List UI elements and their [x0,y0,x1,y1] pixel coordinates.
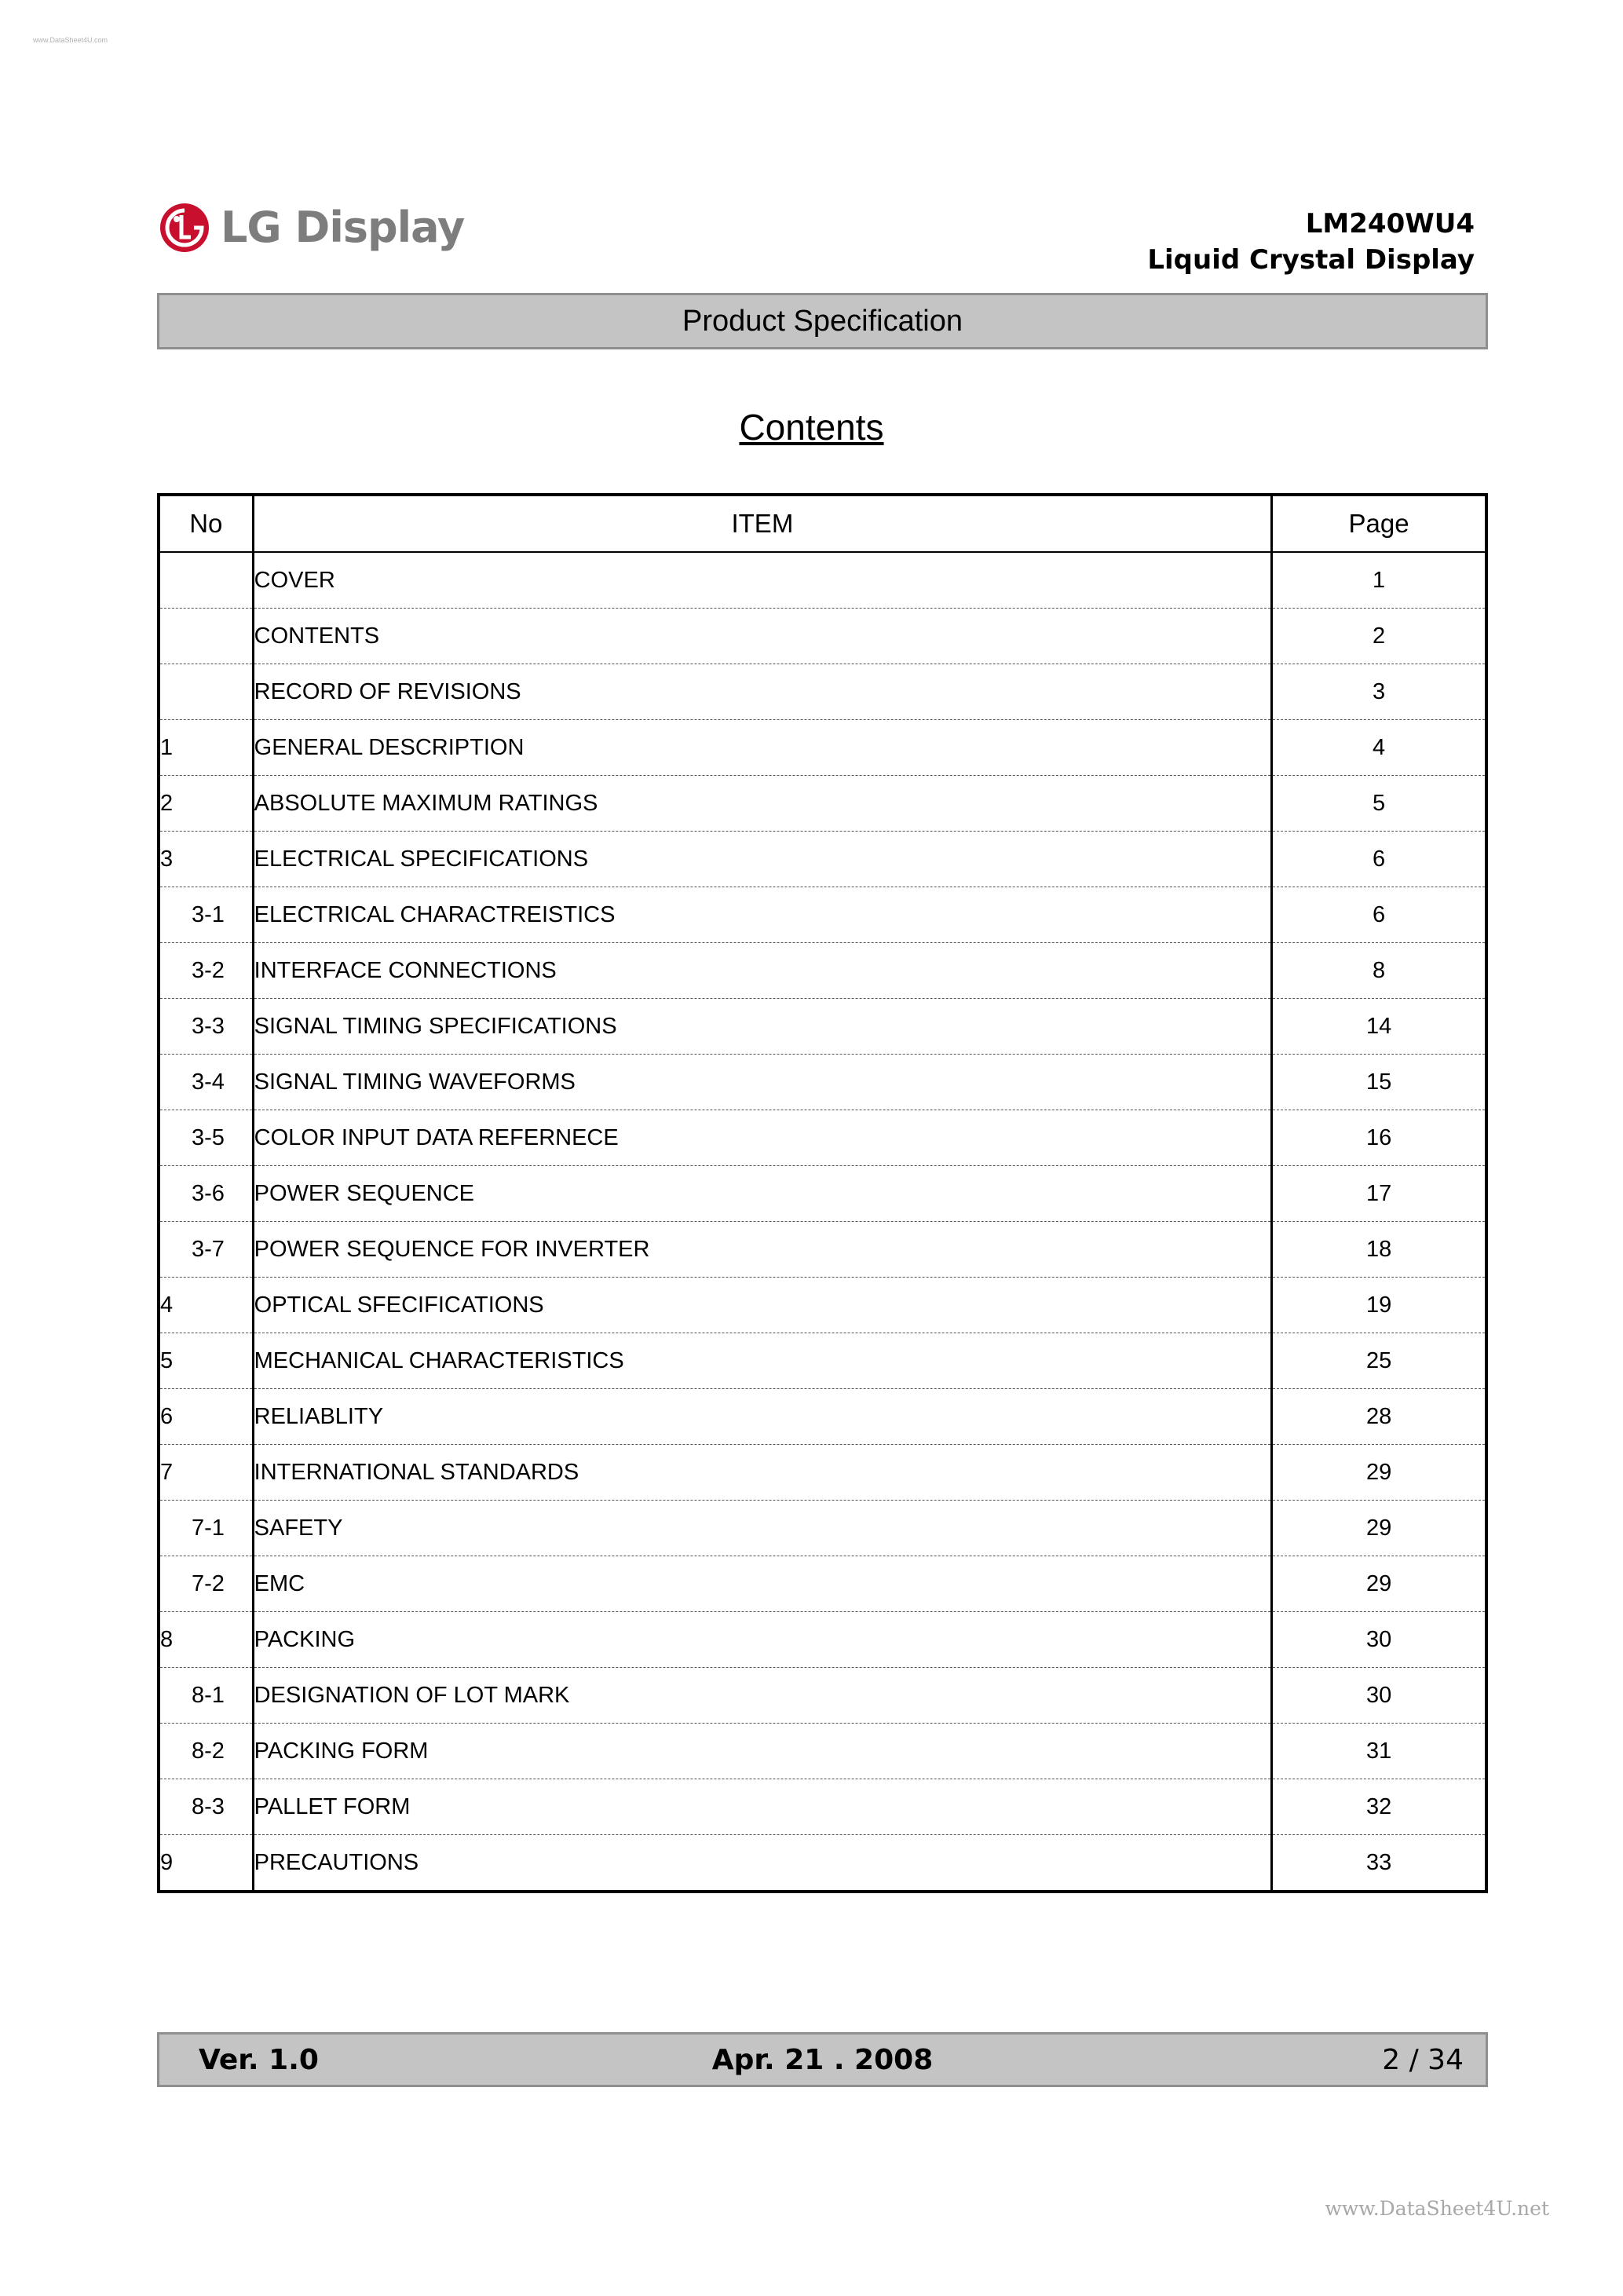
row-no: 4 [159,1278,253,1333]
row-page: 14 [1272,999,1486,1055]
table-row [159,1166,1486,1222]
row-page: 15 [1272,1055,1486,1110]
row-no: 3-7 [159,1222,253,1278]
table-row [159,1333,1486,1389]
table-row [159,1835,1486,1892]
table-row [159,1556,1486,1612]
row-page: 1 [1272,552,1486,609]
header-item: ITEM [253,495,1272,552]
table-row [159,943,1486,999]
row-page: 28 [1272,1389,1486,1445]
row-page: 3 [1272,664,1486,720]
table-row [159,832,1486,887]
table-row [159,1055,1486,1110]
row-page: 16 [1272,1110,1486,1166]
row-no: 2 [159,776,253,832]
table-header-row [159,495,1486,552]
row-item: INTERNATIONAL STANDARDS [253,1445,1272,1501]
row-item: ELECTRICAL SPECIFICATIONS [253,832,1272,887]
row-no: 5 [159,1333,253,1389]
row-page: 2 [1272,609,1486,664]
row-item: POWER SEQUENCE [253,1166,1272,1222]
row-item: COVER [253,552,1272,609]
contents-title: Contents [739,407,884,448]
row-item: PALLET FORM [253,1779,1272,1835]
row-page: 25 [1272,1333,1486,1389]
row-no: 7 [159,1445,253,1501]
row-item: SIGNAL TIMING WAVEFORMS [253,1055,1272,1110]
row-page: 8 [1272,943,1486,999]
row-page: 29 [1272,1501,1486,1556]
row-page: 18 [1272,1222,1486,1278]
row-item: ABSOLUTE MAXIMUM RATINGS [253,776,1272,832]
row-no: 9 [159,1835,253,1892]
row-page: 5 [1272,776,1486,832]
footer-date: Apr. 21 . 2008 [711,2044,934,2076]
row-page: 6 [1272,832,1486,887]
table-row [159,1445,1486,1501]
table-row [159,1501,1486,1556]
row-no: 3-3 [159,999,253,1055]
row-no: 8 [159,1612,253,1668]
model-number: LM240WU4 [1305,208,1475,239]
table-row [159,1222,1486,1278]
product-type: Liquid Crystal Display [1147,244,1475,276]
row-no: 3-2 [159,943,253,999]
row-no: 3 [159,832,253,887]
row-item: SIGNAL TIMING SPECIFICATIONS [253,999,1272,1055]
row-no: 3-1 [159,887,253,943]
row-no [159,552,253,609]
table-row [159,552,1486,609]
row-item: PACKING FORM [253,1724,1272,1779]
row-item: GENERAL DESCRIPTION [253,720,1272,776]
header-no: No [159,495,253,552]
row-item: MECHANICAL CHARACTERISTICS [253,1333,1272,1389]
row-no: 7-1 [159,1501,253,1556]
table-row [159,887,1486,943]
row-item: SAFETY [253,1501,1272,1556]
row-no: 8-2 [159,1724,253,1779]
site-watermark: www.DataSheet4U.net [1325,2197,1549,2220]
row-item: RECORD OF REVISIONS [253,664,1272,720]
table-row [159,999,1486,1055]
table-row [159,1110,1486,1166]
row-page: 30 [1272,1612,1486,1668]
row-no: 8-1 [159,1668,253,1724]
row-no: 3-5 [159,1110,253,1166]
row-item: RELIABLITY [253,1389,1272,1445]
table-row [159,720,1486,776]
row-page: 29 [1272,1556,1486,1612]
model-header [1147,206,1475,278]
row-item: PRECAUTIONS [253,1835,1272,1892]
table-row [159,776,1486,832]
row-no: 7-2 [159,1556,253,1612]
small-watermark: www.DataSheet4U.com [33,36,108,44]
row-page: 32 [1272,1779,1486,1835]
table-row [159,1389,1486,1445]
table-row [159,1668,1486,1724]
row-no: 3-4 [159,1055,253,1110]
row-no [159,609,253,664]
contents-table [157,493,1488,1893]
row-page: 17 [1272,1166,1486,1222]
row-item: COLOR INPUT DATA REFERNECE [253,1110,1272,1166]
row-no: 1 [159,720,253,776]
footer-page-number: 2 / 34 [1382,2044,1464,2076]
row-no: 3-6 [159,1166,253,1222]
row-no: 6 [159,1389,253,1445]
row-page: 6 [1272,887,1486,943]
table-row [159,664,1486,720]
table-row [159,1278,1486,1333]
table-row [159,609,1486,664]
spec-bar [157,293,1488,349]
row-item: OPTICAL SFECIFICATIONS [253,1278,1272,1333]
row-page: 30 [1272,1668,1486,1724]
row-item: DESIGNATION OF LOT MARK [253,1668,1272,1724]
table-row [159,1779,1486,1835]
footer-version: Ver. 1.0 [199,2044,319,2076]
table-row [159,1724,1486,1779]
footer-bar [157,2032,1488,2087]
row-item: PACKING [253,1612,1272,1668]
brand-name: LG Display [221,203,465,252]
lg-display-logo [159,196,464,259]
row-item: EMC [253,1556,1272,1612]
row-item: POWER SEQUENCE FOR INVERTER [253,1222,1272,1278]
header-page: Page [1272,495,1486,552]
row-page: 29 [1272,1445,1486,1501]
row-page: 19 [1272,1278,1486,1333]
spec-title: Product Specification [682,304,963,338]
contents-table-body [159,552,1486,1892]
row-item: INTERFACE CONNECTIONS [253,943,1272,999]
row-item: ELECTRICAL CHARACTREISTICS [253,887,1272,943]
row-item: CONTENTS [253,609,1272,664]
table-row [159,1612,1486,1668]
row-page: 31 [1272,1724,1486,1779]
row-page: 33 [1272,1835,1486,1892]
row-page: 4 [1272,720,1486,776]
row-no [159,664,253,720]
row-no: 8-3 [159,1779,253,1835]
lg-face-icon [159,203,210,253]
